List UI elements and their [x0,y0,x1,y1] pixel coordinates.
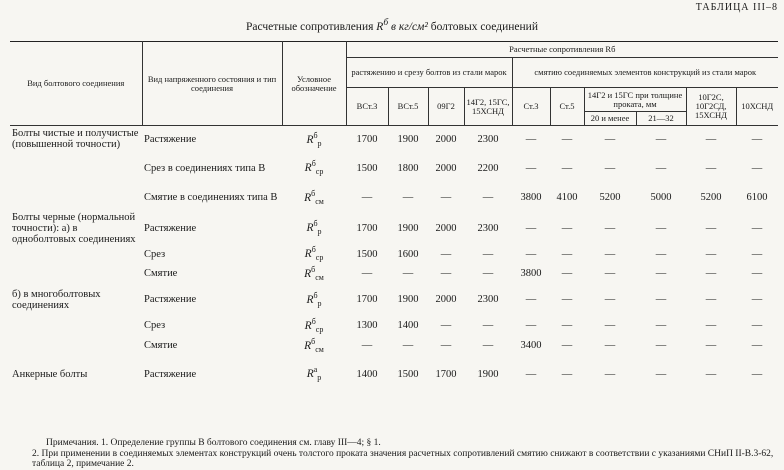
row-value: 1600 [397,248,419,260]
row-stress-state: Срез [144,320,166,331]
row-value: 1700 [356,294,378,305]
row-value: — [705,340,717,351]
row-value: 1800 [397,162,419,174]
row-value: 3400 [520,340,542,351]
row-value: — [561,133,573,145]
table-title [0,17,784,33]
row-value: 2000 [435,222,457,234]
row-value: — [705,248,717,260]
header-thickness-col: 21—32 [636,112,686,126]
row-value: — [655,368,667,380]
row-value: — [751,248,763,260]
row-value: 6100 [746,192,768,203]
row-value: — [751,294,763,305]
row-value: 1500 [356,162,378,174]
row-value: 1700 [435,368,457,380]
row-value: — [440,320,452,331]
header-rast-col: ВСт.3 [346,88,388,126]
row-connection-type [10,336,142,356]
header-smyat-col: 10ХСНД [736,88,778,126]
header-vid: Вид болтового соединения [10,42,142,126]
table-row [10,126,778,153]
row-value: — [751,340,763,351]
row-symbol: $R^б_{см}$ [304,336,324,355]
row-value: 3800 [520,268,542,279]
row-value: 2300 [477,222,499,234]
row-value: — [525,294,537,305]
note-1: Примечания. 1. Определение группы В болтового соединения см. главу III—4; § 1. [46,438,381,448]
row-value: 2000 [435,133,457,145]
row-symbol: $R^б_{см}$ [304,264,324,283]
row-value: — [655,268,667,279]
row-value: — [705,268,717,279]
row-value: — [561,162,573,174]
row-connection-type [10,184,142,212]
row-stress-state: Смятие в соединениях типа В [144,192,278,203]
row-value: — [655,294,667,305]
header-smyat-col: Ст.3 [512,88,550,126]
row-symbol: $R^б_р$ [306,219,322,237]
row-value: 2200 [477,162,499,174]
row-value: — [655,340,667,351]
table-row [10,184,778,212]
row-value: — [361,192,373,203]
row-stress-state: Растяжение [144,294,197,305]
row-value: — [482,340,494,351]
header-thickness-col: 20 и менее [584,112,636,126]
row-connection-type [10,245,142,264]
title-prefix: Расчетные сопротивления [246,20,377,33]
row-symbol: $R^б_{см}$ [304,188,324,207]
row-stress-state: Смятие [144,340,178,351]
header-top-group: Расчетные сопротивления Rб [346,42,778,58]
row-value: — [604,294,616,305]
header-rast-col: ВСт.5 [388,88,428,126]
row-value: — [705,133,717,145]
row-value: 1400 [397,320,419,331]
row-value: — [402,268,414,279]
header-rast-col: 09Г2 [428,88,464,126]
row-value: — [402,192,414,203]
table-number-tag: ТАБЛИЦА III–8 [695,2,778,13]
row-value: — [525,133,537,145]
row-value: — [482,192,494,203]
row-value: — [751,368,763,380]
row-value: — [561,368,573,380]
table-row [10,153,778,184]
row-value: — [561,320,573,331]
row-value: — [604,320,616,331]
row-value: 5200 [700,192,722,203]
row-value: — [440,340,452,351]
row-value: — [751,222,763,234]
row-value: — [525,368,537,380]
row-value: 1500 [397,368,419,380]
row-value: — [751,268,763,279]
row-value: — [705,162,717,174]
row-connection-type: Болты чистые и получистые (повышенной точности) [12,128,139,151]
row-symbol: $R^а_р$ [306,365,322,383]
row-value: — [482,248,494,260]
row-stress-state: Растяжение [144,368,197,380]
row-value: 2300 [477,294,499,305]
row-value: 1700 [356,133,378,145]
row-connection-type: б) в многоболтовых соединениях [12,288,101,311]
row-value: 1300 [356,320,378,331]
row-stress-state: Срез в соединениях типа В [144,162,266,174]
header-rast-col: 14Г2, 15ГС, 15ХСНД [464,88,512,126]
title-suffix: болтовых соединений [430,20,538,33]
table-row [10,356,778,393]
row-stress-state: Смятие [144,268,178,279]
row-value: 1900 [397,294,419,305]
row-value: — [561,222,573,234]
row-stress-state: Срез [144,248,166,260]
row-stress-state: Растяжение [144,222,197,234]
row-value: 1900 [397,133,419,145]
row-value: — [655,162,667,174]
row-stress-state: Растяжение [144,133,197,145]
title-unit: в кг/см² [388,20,431,33]
row-symbol: $R^б_{ср}$ [304,159,324,177]
row-value: — [525,222,537,234]
row-value: — [705,222,717,234]
row-value: — [705,294,717,305]
row-value: — [561,248,573,260]
row-value: — [361,340,373,351]
row-value: — [525,248,537,260]
note-2: 2. При применении в соединяемых элементах конструкций очень толстого проката значения расчетных сопротивлений смятию снижают в соответствии с указаниями СНиП II-В.3-62, таблица 2, примечание 2. [32,448,774,469]
row-symbol: $R^б_{ср}$ [304,245,324,263]
row-connection-type: Болты черные (нормальной точности): а) в одноболтовых соединениях [12,211,136,245]
header-subgroup-thickness: 14Г2 и 15ГС при толщине проката, мм [584,88,686,112]
row-symbol: $R^б_{ср}$ [304,316,324,335]
row-value: 5000 [650,192,672,203]
row-value: 1500 [356,248,378,260]
row-value: 1900 [477,368,499,380]
row-value: — [655,133,667,145]
row-value: — [440,268,452,279]
table-notes [24,438,782,470]
row-value: 1700 [356,222,378,234]
row-value: — [604,268,616,279]
header-oboz: Условное обозначение [282,42,346,126]
row-symbol: $R^б_р$ [306,130,322,148]
header-smyat-col: 10Г2С, 10Г2СД, 15ХСНД [686,88,736,126]
row-value: — [604,368,616,380]
row-connection-type [10,264,142,284]
row-value: — [525,162,537,174]
header-smyat-col: Ст.5 [550,88,584,126]
row-connection-type [10,316,142,336]
header-group-smyat: смятию соединяемых элементов конструкций из стали марок [512,58,778,88]
title-symbol: $R^б$ [376,17,389,33]
row-value: — [604,133,616,145]
table-row [10,264,778,284]
row-value: 4100 [556,192,578,203]
row-value: — [655,320,667,331]
row-connection-type [10,153,142,184]
row-value: 5200 [599,192,621,203]
row-value: 2000 [435,294,457,305]
row-value: — [751,162,763,174]
row-value: — [440,192,452,203]
row-value: — [482,320,494,331]
row-value: — [751,320,763,331]
row-value: 1900 [397,222,419,234]
header-napr: Вид напряженного состояния и тип соединения [142,42,282,126]
table-row [10,245,778,264]
row-value: — [402,340,414,351]
row-value: 2000 [435,162,457,174]
row-value: — [604,248,616,260]
table-row [10,284,778,316]
row-value: — [604,162,616,174]
row-value: — [705,368,717,380]
row-symbol: $R^б_р$ [306,290,322,309]
row-value: 1400 [356,368,378,380]
row-value: — [361,268,373,279]
row-value: — [561,340,573,351]
row-value: — [655,222,667,234]
row-value: — [705,320,717,331]
row-value: — [561,294,573,305]
row-value: — [751,133,763,145]
header-group-rast: растяжению и срезу болтов из стали марок [346,58,512,88]
table-row [10,336,778,356]
row-value: — [482,268,494,279]
row-value: — [604,340,616,351]
row-value: — [655,248,667,260]
resistance-table [10,41,778,393]
table-row [10,316,778,336]
row-value: — [525,320,537,331]
row-value: 2300 [477,133,499,145]
row-value: — [440,248,452,260]
row-value: 3800 [520,192,542,203]
row-connection-type: Анкерные болты [12,368,88,380]
row-value: — [604,222,616,234]
row-value: — [561,268,573,279]
table-row [10,212,778,245]
